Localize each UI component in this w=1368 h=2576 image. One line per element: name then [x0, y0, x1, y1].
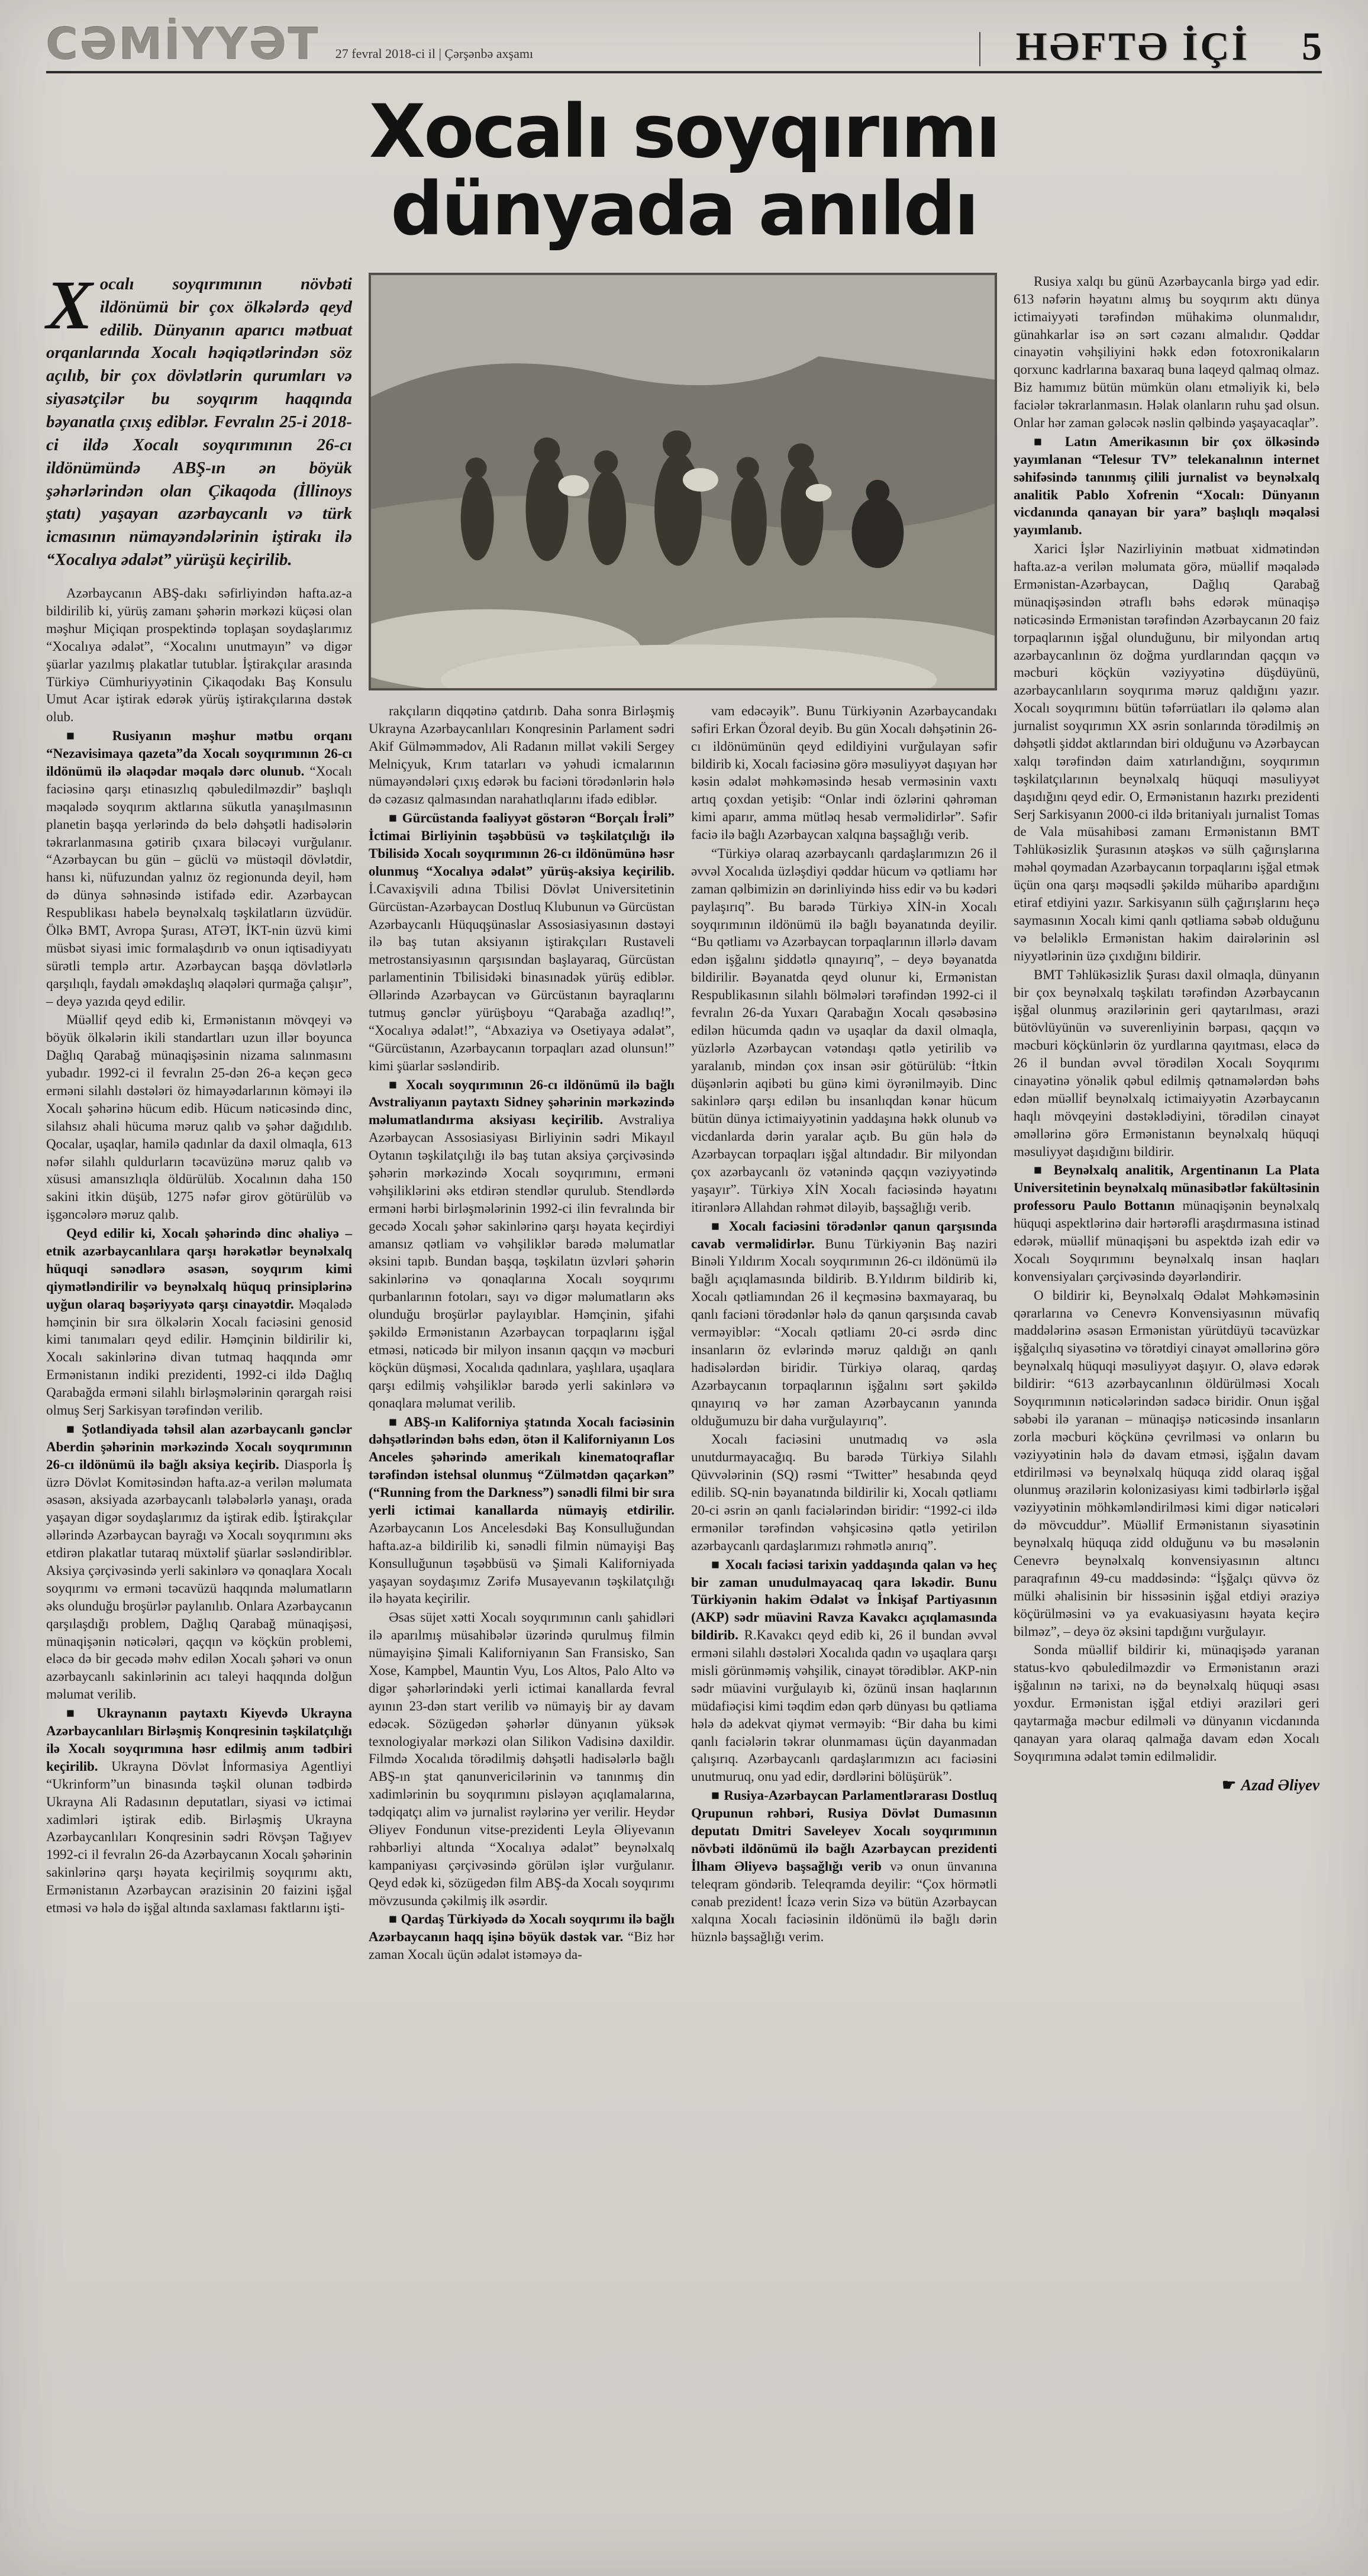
byline	[1014, 1776, 1319, 1794]
article-paragraph: Sonda müəllif bildirir ki, münaqişədə yaranan status-kvo qəbuledilməzdir və Ermənistanın ərazi işğalının nə tarixi, nə də beynəlxalq hüquqi əsası yoxdur. Ermənistan işğal etdiyi əraziləri geri qaytarmağa məcbur edilməli və dünyanın vicdanında qanayan yara olaraq qalmağa davam edən Xocalı Soyqırımına ədalət təmin edilməlidir.	[1014, 1642, 1319, 1764]
article-paragraph: Xarici İşlər Nazirliyinin mətbuat xidmətindən hafta.az-a verilən məlumata görə, müəllif məqalədə Ermənistan-Azərbaycan, Dağlıq Qarabağ münaqişəsindən ətraflı bəhs edərək münaqişə nəticəsində Ermənistan tərəfindən Azərbaycanın 20 faiz torpaqlarının işğal olunduğunu, bir milyondan artıq azərbaycanlının öz doğma yurdlarından qaçqın və məcburi köçkün vəziyyətinə düşdüyünü, azərbaycanlıların soyqırıma məruz qaldığını yazır. Xocalı soyqırımını bütün təfərrüatları ilə qələmə alan jurnalist soyqırımın XX əsrin sonlarında törədilmiş ən dəhşətli şiddət aktlarından biri olduğunu və Azərbaycan xalqı tərəfindən daim xatırlandığını, soyqırımın təşkilatçılarının beynəlxalq hüquqi məsuliyyət daşıdığını qeyd edir. O, Ermənistanın hazırkı prezidenti Serj Sarkisyanın 2000-ci ildə britaniyalı jurnalist Tomas de Vala müsahibəsi zamanı Ermənistanın BMT Təhlükəsizlik Şurasının atəşkəs və sülh çağırışlarına məhəl qoymadan Azərbaycanın torpaqlarını işğal etmək üçün ona qarşı məqsədli şəkildə müharibə apardığını etiraf etdiyini yazır. Sarkisyanın sülh çağırışlarını heçə saymasının Xocalı kimi qanlı qətliama səbəb olduğunu və beləliklə Ermənistan hakim dairələrinin əsl niyyətlərinin üzə çıxdığını bildirir.	[1014, 541, 1319, 963]
article-paragraph: ■ Rusiyanın məşhur mətbu orqanı “Nezavisimaya qazeta”da Xocalı soyqırımının 26-cı ildönümü ilə əlaqədar məqalə dərc olunub. “Xocalı faciəsinə qarşı etinasızlıq qəbuledilməzdir” başlıqlı məqalədə soyqırım aktlarına sükutla yanaşılmasının planetin başqa yerlərində də belə dəhşətli hadisələrin təkrarlanmasına gətirib çıxara biləcəyi vurğulanır. “Azərbaycan bu gün – güclü və müstəqil dövlətdir, hansı ki, nüfuzundan yalnız öz regionunda deyil, həm də dünya səhnəsində istifadə edir. Azərbaycan Respublikası habelə beynəlxalq təşkilatların üzvüdür. Ölkə BMT, Avropa Şurası, ATƏT, İKT-nin üzvü kimi müsbət siyasi imic formalaşdırıb və onun iqtisadiyyatı sürətli templə artır. Azərbaycan başqa dövlətlərlə qarşılıqlı, faydalı əməkdaşlıq əlaqələri qurmağa çalışır”, – deyə yazıda qeyd edilir.	[46, 728, 352, 1009]
column-4	[1014, 273, 1319, 1965]
article-paragraph: ■ Latın Amerikasının bir çox ölkəsində yayımlanan “Telesur TV” telekanalının internet səhifəsində tanınmış çilili jurnalist və beynəlxalq analitik Pablo Xofrenin “Xocalı: Dünyanın vicdanında qanayan bir yara” başlıqlı məqaləsi yayımlanıb.	[1014, 434, 1319, 538]
column-1	[46, 266, 352, 1965]
article-paragraph: ■ Rusiya-Azərbaycan Parlamentlərarası Dostluq Qrupunun rəhbəri, Rusiya Dövlət Dumasının deputatı Dmitri Saveleyev Xocalı soyqırımının növbəti ildönümü ilə bağlı Azərbaycan prezidenti İlham Əliyevə başsağlığı verib və onun ünvanına teleqram göndərib. Teleqramda deyilir: “Çox hörmətli cənab prezident! İcazə verin Sizə və bütün Azərbaycan xalqına Xocalı faciəsinin ildönümü ilə bağlı dərin hüznlə başsağlığı verim.	[691, 1788, 997, 1945]
article-paragraph: rakçıların diqqətinə çatdırıb. Daha sonra Birləşmiş Ukrayna Azərbaycanlıları Konqresinin Parlament sədri Akif Gülməmmədov, Ali Radanın millət vəkili Sergey Melniçyuk, Krım tatarları və yəhudi icmalarının nümayəndələri çıxış edərək bu faciəni törədənlərin hələ də cəzasız qalmasından narahatlıqlarını ifadə ediblər.	[369, 703, 675, 807]
article-paragraph: “Türkiyə olaraq azərbaycanlı qardaşlarımızın 26 il əvvəl Xocalıda üzləşdiyi qəddar hücum və qətliamı hər zaman qəlbimizin ən dərinliyində hiss edir və bu kədəri paylaşırıq”. Bu barədə Türkiyə XİN-in Xocalı soyqırımının ildönümü ilə bağlı bəyanatında deyilir. “Bu qətliamı və Azərbaycan torpaqlarının illərlə davam edən işğalını şiddətlə qınayırıq”, – deyə bəyanatda bildirilir. Bəyanatda qeyd olunur ki, Ermənistan Respublikasının silahlı bölmələri tərəfindən 1992-ci il fevralın 26-da Yuxarı Qarabağın Xocalı qəsəbəsinə edilən hücumda qadın və uşaqlar da daxil olmaqla, yüzlərlə Azərbaycan vətəndaşı qətlə yetirilib və yaralanıb, mindən çox insan əsir götürülüb: “İtkin düşənlərin aqibəti bu günə kimi öyrənilməyib. Dinc sakinlərə qarşı edilən bu insanlıqdan kənar hücum bütün dünya ictimaiyyətinin yaddaşına həkk olunub və vicdanlarda dərin yaralar açıb. Bu gün hələ də Azərbaycan torpaqları işğal altındadır. Bir milyondan çox azərbaycanlı öz vətənində qaçqın vəziyyətində yaşayır”. Türkiyə XİN Xocalı faciəsində həyatını itirənlərə Allahdan rəhmət diləyib, başsağlığı verib.	[691, 846, 997, 1215]
column-4-paragraphs	[1014, 273, 1319, 1765]
article-headline	[46, 89, 1322, 253]
article-paragraph: O bildirir ki, Beynəlxalq Ədalət Məhkəməsinin qərarlarına və Cenevrə Konvensiyasının müvafiq maddələrinə əsasən Ermənistan yürütdüyü təcavüzkar işğalçılıq siyasətinə və törətdiyi cinayət əməllərinə görə beynəlxalq hüquqi məsuliyyət daşıyır. O, əlavə edərək bildirir: “613 azərbaycanlının öldürülməsi Xocalı Soyqırımının nəticələrindən sadəcə biridir. Onun işğal səbəbi ilə yaranan – münaqişə nəticəsində insanların zorla məcburi köçkünə çevrilməsi və onların bu vəziyyətinin hələ də davam etməsi, işğalın davam etdirilməsi və beynəlxalq hüquqa zidd olaraq işğal olunmuş ərazilərin kolonizasiyası kimi tədbirlərlə işğal vəziyyətinin möhkəmləndirilməsi kimi digər nəticələri də mövcuddur”. Müəllif Ermənistanın siyasətinin beynəlxalq hüquqa zidd olduğunu və bu məsələnin Cenevrə beynəlxalq konvensiyasının altıncı paraqrafının 49-cu maddəsində: “İşğalçı qüvvə öz mülki əhalisinin bir hissəsinin işğal etdiyi əraziyə köçürülməsini və ya evakuasiyasını həyata keçirə bilməz”, – deyə öz əksini tapdığını vurğulayır.	[1014, 1287, 1319, 1639]
column-2	[369, 702, 675, 1965]
article-paragraph: ■ Ukraynanın paytaxtı Kiyevdə Ukrayna Azərbaycanlıları Birləşmiş Konqresinin təşkilatçılığı ilə Xocalı soyqırımına həsr edilmiş anım tədbiri keçirilib. Ukrayna Dövlət İnformasiya Agentliyi “Ukrinform”un binasında təşkil olunan tədbirdə Ukrayna Ali Radasının deputatları, siyasi və ictimai xadimləri iştirak edib. Birləşmiş Ukrayna Azərbaycanlıları Konqresinin sədri Rövşən Tağıyev 1992-ci il fevralın 26-da Azərbaycanın Xocalı şəhərinin sakinlərinə qarşı həyata keçirilmiş soyqırımı aktı, Ermənistanın Azərbaycan ərazisinin 20 faizini işğal etməsi və hələ də işğal altında saxlaması faktlarını işti-	[46, 1706, 352, 1915]
drop-cap: X	[46, 266, 93, 344]
article-paragraph: ■ Xocalı faciəsini törədənlər qanun qarşısında cavab verməlidirlər. Bunu Türkiyənin Baş naziri Binəli Yıldırım Xocalı soyqırımının 26-cı ildönümü ilə bağlı açıqlamasında bildirib. B.Yıldırım bildirib ki, Xocalı qətliamından 26 il keçməsinə baxmayaraq, bu qanlı faciəni törədənlər hələ də qanun qarşısında cavab verməyiblər: “Xocalı qətliamı 20-ci əsrdə dinc insanların öz evlərində məruz qaldığı ən qanlı hadisələrdən biridir. Türkiyə olaraq, qardaş Azərbaycanın torpaqlarının işğalını sərt şəkildə qınayırıq və hər zaman Azərbaycanın yanında olduğumuzu bir daha vurğulayırıq”.	[691, 1218, 997, 1428]
article-paragraph: Qeyd edilir ki, Xocalı şəhərində dinc əhaliyə – etnik azərbaycanlılara qarşı hərəkətlər beynəlxalq hüquqi sənədlərə əsasən, soyqırım kimi qiymətləndirilir və beynəlxalq hüquq prinsiplərinə uyğun olaraq bəşəriyyətə qarşı cinayətdir. Məqalədə həmçinin bir sıra ölkələrin Xocalı faciəsini genosid kimi tanımaları qeyd edilir. Həmçinin bildirilir ki, Xocalı sakinlərinə divan tutmaq haqqında əmr Ermənistanın indiki prezidenti, 1992-ci ildə Dağlıq Qarabağda erməni silahlı birləşmələrinin qərargah rəisi olmuş Serj Sarkisyan tərəfindən verilib.	[46, 1226, 352, 1418]
page-number: 5	[1302, 24, 1322, 69]
middle-columns	[369, 702, 997, 1965]
column-3	[691, 702, 997, 1965]
article-paragraph: Azərbaycanın ABŞ-dakı səfirliyindən hafta.az-a bildirilib ki, yürüş zamanı şəhərin mərkəzi küçəsi olan məşhur Miçiqan prospektində toplaşan soydaşlarımız “Xocalıya ədalət”, “Xocalını unutmayın” və digər şüarlar yazılmış plakatlar tutublar. İştirakçılar arasında Türkiyə Cümhuriyyətinin Çikaqodakı Baş Konsulu Umut Acar iştirak edərək yürüş iştirakçılarına dəstək olub.	[46, 586, 352, 725]
article-paragraph: ■ Şotlandiyada təhsil alan azərbaycanlı gənclər Aberdin şəhərinin mərkəzində Xocalı soyqırımının 26-cı ildönümü ilə bağlı aksiya keçirib. Diasporla İş üzrə Dövlət Komitəsindən hafta.az-a verilən məlumata əsasən, aksiyada azərbaycanlı tələbələrlə yanaşı, orada yaşayan digər soydaşlarımız da iştirak edib. İştirakçılar əllərində Azərbaycan bayrağı və Xocalı soyqırımını əks etdirən plakatlar tutaraq müxtəlif şüarlar səsləndiriblər. Aksiya çərçivəsində yerli sakinlərə və qonaqlara Xocalı soyqırımı və erməni təcavüzü haqqında məlumatların əks olunduğu broşürlər paylanılıb. Onlara Azərbaycanın qarşılaşdığı problem, Dağlıq Qarabağ münaqişəsi, münaqişənin nəticələri, qaçqın və köçkün problemi, eləcə də bir gecədə məhv edilən Xocalı şəhəri və onun azərbaycanlı sakinlərinin acı taleyi haqqında dolğun məlumat verilib.	[46, 1421, 352, 1702]
lead-paragraph	[46, 266, 352, 572]
headline-line-2: dünyada anıldı	[391, 167, 977, 253]
article-paragraph: Rusiya xalqı bu günü Azərbaycanla birgə yad edir. 613 nəfərin həyatını almış bu soyqırım aktı dünya ictimaiyyəti tərəfindən mühakimə olunmalıdır, günahkarlar isə ən sərt cəzanı almalıdır. Qəddar cinayətin vəhşiliyini həkk edən fotoxronikaların qorxunc kadrlarına baxaraq buna laqeyd qalmaq olmaz. Biz hamımız bütün mümkün olanı etməliyik ki, belə faciələr təkrarlanmasın. Həlak olanların ruhu şad olsun. Onlar hər zaman gələcək nəslin qəlbində yaşayacaqlar”.	[1014, 273, 1319, 430]
article-paragraph: Xocalı faciəsini unutmadıq və əsla unutdurmayacağıq. Bu barədə Türkiyə Silahlı Qüvvələrinin (SQ) rəsmi “Twitter” hesabında qeyd edilib. SQ-nin bəyanatında bildirilir ki, Xocalı qətliamı 20-ci əsrin ən qanlı faciələrindən biridir: “1992-ci ildə ermənilər tərəfindən vəhşicəsinə qətlə yetirilən azərbaycanlı qardaşlarımızı rəhmətlə anırıq”.	[691, 1432, 997, 1553]
date-line: 27 fevral 2018-ci il | Çərşənbə axşamı	[335, 46, 534, 61]
article-body	[46, 266, 1322, 1965]
article-paragraph: vam edəcəyik”. Bunu Türkiyənin Azərbaycandakı səfiri Erkan Özoral deyib. Bu gün Xocalı dəhşətinin 26-cı ildönümünün qeyd edildiyini vurğulayan səfir bildirib ki, Xocalı faciəsinə görə məsuliyyət daşıyan hər kəsin ədalət məhkəməsində hesab verməsinin vaxtı artıq çoxdan yetişib: “Onlar indi özlərini qəhrəman kimi aparır, amma mütləq hesab verməlidirlər”. Səfir faciə ilə bağlı Azərbaycan xalqına başsağlığı verib.	[691, 703, 997, 842]
pointer-icon: ☛	[1222, 1776, 1237, 1794]
article-paragraph: ■ Gürcüstanda fəaliyyət göstərən “Borçalı İrəli” İctimai Birliyinin təşəbbüsü və təşkilatçılığı ilə Tbilisidə Xocalı soyqırımının 26-cı ildönümünə həsr olunmuş “Xocalıya ədalət” yürüş-aksiya keçirilib. İ.Cavaxişvili adına Tbilisi Dövlət Universitetinin Gürcüstan-Azərbaycan Dostluq Klubunun və Gürcüstan Azərbaycanlı Hüquqşünaslar Assosiasiyasının dəstəyi ilə baş tutan aksiyanın iştirakçıları Rustaveli metrostansiyasının qarşısından başlayaraq, Gürcüstan parlamentinin Tbilisidəki binasınadək yürüş ediblər. Əllərində Azərbaycan və Gürcüstanın bayraqlarını tutmuş gənclər yürüşboyu “Qarabağa azadlıq!”, “Xocalıya ədalət!”, “Abxaziya və Osetiyaya ədalət”, “Gürcüstanın, Azərbaycanın torpaqları azad olunsun!” kimi şüarlar səsləndirib.	[369, 811, 675, 1073]
article-paragraph: Müəllif qeyd edib ki, Ermənistanın mövqeyi və böyük ölkələrin ikili standartları uzun illər boyunca Dağlıq Qarabağ münaqişəsinin nizama salınmasını yubadır. 1992-ci il fevralın 25-dən 26-a keçən gecə erməni silahlı dəstələri öz himayədarlarının köməyi ilə Xocalı şəhərinə hücum edib. Hücum nəticəsində dinc, silahsız əhali hücuma məruz qalıb və şəhər dağıdılıb. Qocalar, uşaqlar, hamilə qadınlar da daxil olmaqla, 613 nəfər silahlı quldurların təcavüzünə məruz qalıb və xüsusi amansızlıqla öldürülüb. Xocalının daha 150 sakini itkin düşüb, 1275 nəfər girov götürülüb və işgəncələrə məruz qalıb.	[46, 1012, 352, 1222]
section-masthead: CƏMİYYƏT	[46, 19, 320, 70]
page-header	[46, 19, 1322, 73]
article-paragraph: Əsas süjet xətti Xocalı soyqırımının canlı şahidləri ilə aparılmış müsahibələr üzərində qurulmuş filmin nümayişinə Şimali Kaliforniyanın San Fransisko, San Xose, Kampbel, Mauntin Vyu, Los Altos, Palo Alto və digər şəhərlərindəki yerli ictimai kanallarda fevral ayının 23-dən start verilib və nümayiş bir ay davam edəcək. Sözügedən şəhərlər dünyanın yüksək texnologiyalar mərkəzi olan Silikon Vadisinə daxildir. Filmdə Xocalıda törədilmiş dəhşətli hadisələrlə bağlı ABŞ-ın ştat qanunvericilərinin və tanınmış din xadimlərinin bu soyqırımını pisləyən açıqlamalarına, tədqiqatçı alim və jurnalist rəylərinə yer verilir. Heydər Əliyev Fondunun vitse-prezidenti Leyla Əliyevanın rəhbərliyi altında “Xocalıya ədalət” beynəlxalq kampaniyası çərçivəsində görülən işlər vurğulanır. Qeyd edək ki, sözügedən film ABŞ-da Xocalı soyqırımı mövzusunda çəkilmiş ilk əsərdir.	[369, 1610, 675, 1908]
article-paragraph: ■ Beynəlxalq analitik, Argentinanın La Plata Universitetinin beynəlxalq münasibətlər fakültəsinin professoru Paulo Bottanın münaqişənin beynəlxalq hüquqi aspektlərinə dair hərtərəfli araşdırmasına istinad edərək, müəllif münaqişəni bu aspektdə izah edir və Xocalı Soyqırımını beynəlxalq insan haqları konvensiyaları çərçivəsində dəyərləndirir.	[1014, 1163, 1319, 1284]
column-1-paragraphs	[46, 585, 352, 1917]
lead-text: ocalı soyqırımının növbəti ildönümü bir çox ölkələrdə qeyd edilib. Dünyanın aparıcı mətbuat orqanlarında Xocalı həqiqətlərindən söz açılıb, bir çox dövlətlərin qurumları və siyasətçilər bu soyqırım haqqında bəyanatla çıxış ediblər. Fevralın 25-i 2018-ci ildə Xocalı soyqırımının 26-cı ildönümündə ABŞ-ın ən böyük şəhərlərindən olan Çikaqoda (İllinoys ştatı) yaşayan azərbaycanlı və türk icmasının nümayəndələrinin iştirakı ilə “Xocalıya ədalət” yürüşü keçirilib.	[46, 274, 352, 570]
photo-illustration	[370, 274, 996, 689]
newspaper-title: HƏFTƏ İÇİ	[1015, 24, 1250, 69]
headline-line-1: Xocalı soyqırımı	[369, 89, 999, 175]
article-paragraph: ■ ABŞ-ın Kaliforniya ştatında Xocalı faciəsinin dəhşətlərindən bəhs edən, ötən il Kaliforniyanın Los Anceles şəhərində amerikalı kinematoqraflar tərəfindən istehsal olunmuş “Zülmətdən qaçarkən” (“Running from the Darkness”) sənədli filmi bir sıra yerli ictimai kanallarda nümayiş etdirilir. Azərbaycanın Los Ancelesdəki Baş Konsulluğundan hafta.az-a bildirilib ki, sənədli filmin nümayişi Baş Konsulluğunun təşəbbüsü və Şimali Kaliforniyada yaşayan soydaşımız Zərifə Musayevanın təşkilatçılığı ilə həyata keçirilir.	[369, 1414, 675, 1606]
middle-section	[369, 273, 997, 1965]
article-paragraph: ■ Xocalı soyqırımının 26-cı ildönümü ilə bağlı Avstraliyanın paytaxtı Sidney şəhərinin mərkəzində məlumatlandırma aksiyası keçirilib. Avstraliya Azərbaycan Assosiasiyası Birliyinin sədri Mikayıl Oytanın təşkilatçılığı ilə baş tutan aksiya çərçivəsində şəhərin mərkəzində Xocalı soyqırımını, erməni vəhşiliklərini əks etdirən stendlər qurulub. Stendlərdə erməni hərbi birləşmələrinin 1992-ci ilin fevralında bir gecədə Xocalı şəhər sakinlərinə qarşı həyata keçirdiyi amansız qətliam və vəhşiliklər barədə məlumatlar əksini tapıb. Bundan başqa, təşkilatın üzvləri şəhərin sakinlərinə və qonaqlarına Xocalı soyqırımı qurbanlarının fotoları, sayı və digər məlumatların əks olunduğu broşürlər paylayıblar. Həmçinin, şifahi şəkildə Ermənistanın Azərbaycan torpaqlarını işğal etməsi, nəticədə bir milyon insanın qaçqın və məcburi köçkün düşməsi, Xocalıda qadınlara, yaşlılara, uşaqlara qarşı edilmiş vəhşiliklər barədə yerli sakinlərə və qonaqlara məlumat verilib.	[369, 1077, 675, 1410]
author-name: Azad Əliyev	[1241, 1776, 1319, 1794]
article-paragraph: ■ Xocalı faciəsi tarixin yaddaşında qalan və heç bir zaman unudulmayacaq qara ləkədir. Bunu Türkiyənin hakim Ədalət və İnkişaf Partiyasının (AKP) sədr müavini Ravza Kavakcı açıqlamasında bildirib. R.Kavakcı qeyd edib ki, 26 il bundan əvvəl erməni silahlı dəstələri Xocalıda qadın və uşaqlara qarşı misli görünməmiş vəhşilik, cinayət törədiblər. AKP-nin sədr müavini vurğulayıb ki, özünü insan haqlarının müdafiəçisi kimi təqdim edən qərb dünyası bu qətliama hələ də adekvat qiymət verməyib: “Bir daha bu kimi qanlı faciələrin təkrar olunmaması üçün dayanmadan çalışırıq. Azərbaycanlı qardaşlarımızın acı faciəsini unutmuruq, onu yad edir, dərdlərini bölüşürük”.	[691, 1557, 997, 1784]
article-paragraph: ■ Qardaş Türkiyədə də Xocalı soyqırımı ilə bağlı Azərbaycanın haqq işinə böyük dəstək var. “Biz hər zaman Xocalı üçün ədalət istəməyə da-	[369, 1912, 675, 1962]
article-photo	[369, 273, 997, 690]
article-paragraph: BMT Təhlükəsizlik Şurası daxil olmaqla, dünyanın bir çox beynəlxalq təşkilatı tərəfindən Azərbaycanın işğal olunmuş ərazilərinin geri qaytarılması, ərazi bütövlüyünün və suverenliyinin bərpası, qaçqın və məcburi köçkünlərin öz yurdlarına qayıtması, eləcə də 26 il bundan əvvəl törədilən Xocalı Soyqırımı cinayətinə yönəlik qəbul edilmiş qətnamələrdən bəhs edən müəllif beynəlxalq ictimaiyyətin Azərbaycanın haqlı mövqeyini dəstəklədiyini, törədilən cinayət əməllərinə görə Ermənistanın beynəlxalq hüquqi məsuliyyət daşıdığını bildirir.	[1014, 967, 1319, 1159]
header-divider	[979, 32, 980, 66]
